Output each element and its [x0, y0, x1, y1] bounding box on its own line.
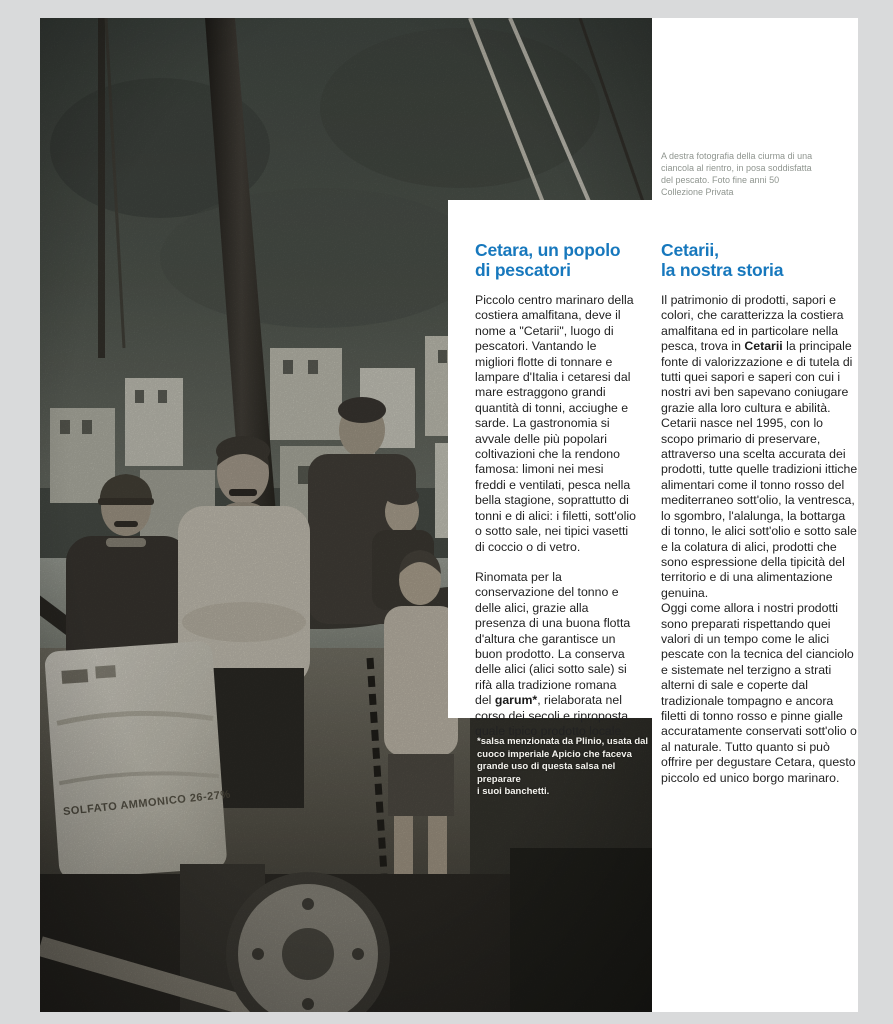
caption-line: Collezione Privata — [661, 187, 734, 197]
garum-footnote — [477, 736, 655, 799]
footnote-line: cuoco imperiale Apicio che faceva — [477, 748, 632, 760]
paragraph-text: Rinomata per la conservazione del tonno e delle alici, grazie alla presenza di una buona flotta d'altura che garantisce un buon prodotto. La conserva delle alici (alici sotto sale) si rifà alla tradizione romana del — [475, 569, 631, 708]
garum-bold-term: garum* — [494, 693, 538, 708]
caption-line: ciancola al rientro, in posa soddisfatta — [661, 163, 812, 173]
caption-line: del pescato. Foto fine anni 50 — [661, 175, 780, 185]
article-cetara-paragraph-1: Piccolo centro marinaro della costiera amalfitana, deve il nome a "Cetarii", luogo di pescatori. Vantando le migliori flotte di tonnare e lampare d'Italia i cetaresi dal mare estraggono grandi quantità di tonni, acciughe e sarde. La gastronomia si avvale delle più popolari coltivazioni che la rendono famosa: limoni nei mesi freddi e ventilati, pesca nella bella stagione, soprattutto di tonni e di alici: i filetti, sott'olio o sotto sale, nei tipici vasetti di coccio o di vetro. — [475, 293, 636, 554]
article-cetarii-paragraph-1 — [661, 293, 858, 601]
heading-line: Cetara, un popolo — [475, 240, 621, 260]
heading-line: Cetarii, — [661, 240, 719, 260]
heading-line: la nostra storia — [661, 260, 784, 280]
footnote-line: *salsa menzionata da Plinio, usata dal — [477, 736, 649, 747]
cetarii-bold-term: Cetarii — [744, 339, 783, 354]
footnote-line: i suoi banchetti. — [477, 786, 550, 797]
footnote-line: grande uso di questa salsa nel preparare — [477, 761, 616, 785]
paragraph-text: Il patrimonio di prodotti, sapori e colori, che caratterizza la costiera amalfitana ed in particolare nella pesca, trova in — [661, 293, 844, 354]
article-cetara-heading — [475, 240, 636, 280]
caption-line: A destra fotografia della ciurma di una — [661, 151, 813, 161]
photo-caption — [661, 150, 861, 198]
article-cetara-paragraph-2 — [475, 570, 636, 739]
paragraph-text: , rielaborata nel corso dei secoli e riproposta quale tipico prodotto locale. — [475, 693, 629, 738]
article-cetarii-heading — [661, 240, 858, 280]
article-cetarii — [661, 240, 858, 786]
heading-line: di pescatori — [475, 260, 571, 280]
paragraph-text: la principale fonte di valorizzazione e di tutela di tutti quei sapori e saperi con cui i nostri avi ben sapevano coniugare grazie alla loro cultura e abilità. Cetarii nasce nel 1995, con lo scopo primario di preservare, attraverso una scelta accurata dei prodotti, tutte quelle tradizioni ittiche alimentari come il tonno rosso del mediterraneo sott'olio, la ventresca, lo sgombro, l'alalunga, la bottarga di tonno, le alici sott'olio e sotto sale e la colatura di alici, prodotti che sono espressione della tipicità del territorio e di una alimentazione genuina. — [661, 339, 858, 600]
article-cetara — [448, 200, 652, 738]
article-cetarii-paragraph-2: Oggi come allora i nostri prodotti sono preparati rispettando quei valori di un tempo come le alici pescate con la tecnica del cianciolo e sistemate nel terzigno a strati alterni di sale e coperte dal tradizionale tompagno e ancora filetti di tonno rosso e pinne gialle accuratamente conservati sott'olio o al naturale. Tutto quanto si può offrire per degustare Cetara, questo piccolo ed unico borgo marinaro. — [661, 601, 857, 785]
